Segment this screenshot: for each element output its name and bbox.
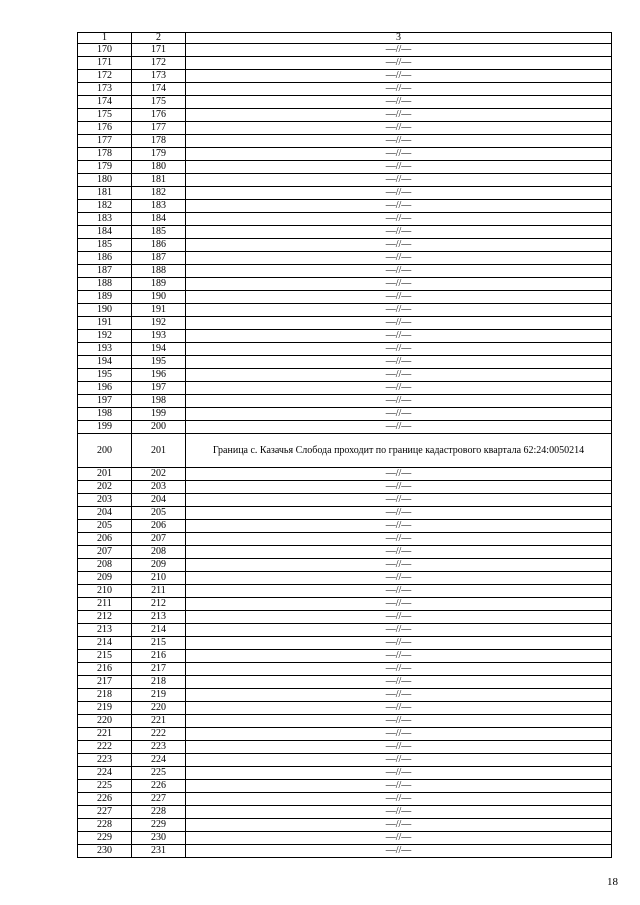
point-to-cell: 215: [132, 637, 186, 650]
table-row: [78, 135, 612, 148]
point-from-cell: 172: [78, 70, 132, 83]
table-row: [78, 741, 612, 754]
table-row: [78, 148, 612, 161]
point-to-cell: 217: [132, 663, 186, 676]
boundary-points-table: [77, 32, 612, 858]
description-cell: —//—: [186, 468, 612, 481]
table-row: [78, 265, 612, 278]
table-row: [78, 174, 612, 187]
table-row: [78, 780, 612, 793]
table-row: [78, 291, 612, 304]
description-cell: —//—: [186, 663, 612, 676]
table-row: [78, 468, 612, 481]
table-row: [78, 395, 612, 408]
point-to-cell: 224: [132, 754, 186, 767]
point-from-cell: 187: [78, 265, 132, 278]
description-cell: —//—: [186, 507, 612, 520]
table-row: [78, 356, 612, 369]
point-to-cell: 203: [132, 481, 186, 494]
table-row: [78, 494, 612, 507]
point-to-cell: 231: [132, 845, 186, 858]
point-to-cell: 202: [132, 468, 186, 481]
point-from-cell: 190: [78, 304, 132, 317]
point-to-cell: 207: [132, 533, 186, 546]
description-cell: —//—: [186, 70, 612, 83]
description-cell: —//—: [186, 369, 612, 382]
point-from-cell: 214: [78, 637, 132, 650]
page-number: 18: [607, 876, 618, 888]
description-cell: —//—: [186, 83, 612, 96]
point-from-cell: 174: [78, 96, 132, 109]
point-to-cell: 227: [132, 793, 186, 806]
point-to-cell: 201: [132, 434, 186, 468]
point-from-cell: 189: [78, 291, 132, 304]
point-from-cell: 215: [78, 650, 132, 663]
point-from-cell: 183: [78, 213, 132, 226]
table-row: [78, 278, 612, 291]
point-to-cell: 212: [132, 598, 186, 611]
point-from-cell: 179: [78, 161, 132, 174]
description-cell: —//—: [186, 200, 612, 213]
point-to-cell: 221: [132, 715, 186, 728]
point-from-cell: 181: [78, 187, 132, 200]
table-row: [78, 689, 612, 702]
description-cell: —//—: [186, 278, 612, 291]
description-cell: —//—: [186, 382, 612, 395]
point-from-cell: 198: [78, 408, 132, 421]
description-cell: —//—: [186, 494, 612, 507]
point-to-cell: 180: [132, 161, 186, 174]
description-cell: —//—: [186, 637, 612, 650]
point-from-cell: 197: [78, 395, 132, 408]
table-body: [78, 44, 612, 858]
table-row: [78, 637, 612, 650]
description-cell: —//—: [186, 598, 612, 611]
point-to-cell: 195: [132, 356, 186, 369]
table-header-row: [78, 33, 612, 44]
point-to-cell: 177: [132, 122, 186, 135]
table-row: [78, 382, 612, 395]
point-from-cell: 177: [78, 135, 132, 148]
table-row: [78, 187, 612, 200]
point-from-cell: 191: [78, 317, 132, 330]
description-cell: —//—: [186, 559, 612, 572]
description-cell: —//—: [186, 304, 612, 317]
point-from-cell: 226: [78, 793, 132, 806]
description-cell: —//—: [186, 832, 612, 845]
description-cell: —//—: [186, 148, 612, 161]
table-row: [78, 44, 612, 57]
table-row: [78, 715, 612, 728]
table-row: [78, 845, 612, 858]
table-row: [78, 481, 612, 494]
description-cell: —//—: [186, 96, 612, 109]
table-row: [78, 624, 612, 637]
table-row: [78, 546, 612, 559]
point-to-cell: 197: [132, 382, 186, 395]
point-to-cell: 188: [132, 265, 186, 278]
point-from-cell: 230: [78, 845, 132, 858]
point-to-cell: 182: [132, 187, 186, 200]
point-from-cell: 199: [78, 421, 132, 434]
point-from-cell: 224: [78, 767, 132, 780]
point-from-cell: 227: [78, 806, 132, 819]
point-from-cell: 218: [78, 689, 132, 702]
table-row: [78, 793, 612, 806]
point-to-cell: 225: [132, 767, 186, 780]
description-cell: —//—: [186, 793, 612, 806]
description-cell: —//—: [186, 57, 612, 70]
description-cell: —//—: [186, 806, 612, 819]
table-row: [78, 109, 612, 122]
point-to-cell: 209: [132, 559, 186, 572]
point-to-cell: 194: [132, 343, 186, 356]
point-to-cell: 219: [132, 689, 186, 702]
column-header-2: 2: [132, 33, 186, 44]
point-from-cell: 170: [78, 44, 132, 57]
table-row: [78, 304, 612, 317]
point-to-cell: 205: [132, 507, 186, 520]
table-row: [78, 83, 612, 96]
description-cell: —//—: [186, 317, 612, 330]
point-to-cell: 208: [132, 546, 186, 559]
point-to-cell: 186: [132, 239, 186, 252]
description-cell: —//—: [186, 122, 612, 135]
point-to-cell: 228: [132, 806, 186, 819]
point-from-cell: 185: [78, 239, 132, 252]
table-row: [78, 408, 612, 421]
description-cell: —//—: [186, 689, 612, 702]
point-from-cell: 221: [78, 728, 132, 741]
point-from-cell: 193: [78, 343, 132, 356]
table-row: [78, 421, 612, 434]
point-from-cell: 209: [78, 572, 132, 585]
point-to-cell: 179: [132, 148, 186, 161]
point-to-cell: 220: [132, 702, 186, 715]
description-cell: —//—: [186, 226, 612, 239]
description-cell: —//—: [186, 330, 612, 343]
point-to-cell: 173: [132, 70, 186, 83]
table-row: [78, 533, 612, 546]
table-row: [78, 572, 612, 585]
point-from-cell: 222: [78, 741, 132, 754]
description-cell: —//—: [186, 421, 612, 434]
point-from-cell: 213: [78, 624, 132, 637]
point-to-cell: 181: [132, 174, 186, 187]
point-from-cell: 178: [78, 148, 132, 161]
description-cell: —//—: [186, 650, 612, 663]
point-to-cell: 171: [132, 44, 186, 57]
description-cell: —//—: [186, 728, 612, 741]
column-header-1: 1: [78, 33, 132, 44]
table-row: [78, 96, 612, 109]
description-cell: —//—: [186, 585, 612, 598]
description-cell: —//—: [186, 291, 612, 304]
point-from-cell: 196: [78, 382, 132, 395]
description-cell: —//—: [186, 702, 612, 715]
description-cell: —//—: [186, 252, 612, 265]
description-cell: —//—: [186, 572, 612, 585]
table-row: [78, 728, 612, 741]
description-cell: —//—: [186, 741, 612, 754]
description-cell: —//—: [186, 533, 612, 546]
point-from-cell: 208: [78, 559, 132, 572]
point-from-cell: 229: [78, 832, 132, 845]
point-from-cell: 210: [78, 585, 132, 598]
point-to-cell: 172: [132, 57, 186, 70]
point-to-cell: 214: [132, 624, 186, 637]
point-to-cell: 184: [132, 213, 186, 226]
point-to-cell: 190: [132, 291, 186, 304]
point-from-cell: 182: [78, 200, 132, 213]
point-to-cell: 222: [132, 728, 186, 741]
point-to-cell: 196: [132, 369, 186, 382]
table-row: [78, 330, 612, 343]
point-from-cell: 202: [78, 481, 132, 494]
description-cell: —//—: [186, 754, 612, 767]
point-from-cell: 201: [78, 468, 132, 481]
table-row: [78, 806, 612, 819]
description-cell: —//—: [186, 481, 612, 494]
point-to-cell: 175: [132, 96, 186, 109]
description-cell: —//—: [186, 213, 612, 226]
description-cell: Граница с. Казачья Слобода проходит по границе кадастрового квартала 62:24:0050214: [186, 434, 612, 468]
table-row: [78, 239, 612, 252]
point-to-cell: 210: [132, 572, 186, 585]
point-from-cell: 200: [78, 434, 132, 468]
point-to-cell: 223: [132, 741, 186, 754]
point-from-cell: 194: [78, 356, 132, 369]
description-cell: —//—: [186, 624, 612, 637]
table-row: [78, 598, 612, 611]
description-cell: —//—: [186, 395, 612, 408]
description-cell: —//—: [186, 676, 612, 689]
table-row: [78, 650, 612, 663]
description-cell: —//—: [186, 780, 612, 793]
table-row: [78, 434, 612, 468]
table-row: [78, 754, 612, 767]
point-from-cell: 228: [78, 819, 132, 832]
point-from-cell: 180: [78, 174, 132, 187]
point-from-cell: 184: [78, 226, 132, 239]
point-to-cell: 213: [132, 611, 186, 624]
table-row: [78, 57, 612, 70]
description-cell: —//—: [186, 408, 612, 421]
column-header-3: 3: [186, 33, 612, 44]
point-from-cell: 188: [78, 278, 132, 291]
point-to-cell: 229: [132, 819, 186, 832]
table-row: [78, 122, 612, 135]
table-row: [78, 343, 612, 356]
point-from-cell: 192: [78, 330, 132, 343]
description-cell: —//—: [186, 135, 612, 148]
description-cell: —//—: [186, 845, 612, 858]
description-cell: —//—: [186, 174, 612, 187]
point-to-cell: 193: [132, 330, 186, 343]
point-to-cell: 176: [132, 109, 186, 122]
description-cell: —//—: [186, 187, 612, 200]
point-to-cell: 187: [132, 252, 186, 265]
table-row: [78, 161, 612, 174]
point-to-cell: 206: [132, 520, 186, 533]
point-from-cell: 219: [78, 702, 132, 715]
description-cell: —//—: [186, 611, 612, 624]
description-cell: —//—: [186, 161, 612, 174]
point-from-cell: 204: [78, 507, 132, 520]
point-from-cell: 216: [78, 663, 132, 676]
table-row: [78, 559, 612, 572]
point-from-cell: 223: [78, 754, 132, 767]
point-to-cell: 178: [132, 135, 186, 148]
point-to-cell: 183: [132, 200, 186, 213]
table-row: [78, 369, 612, 382]
table-row: [78, 585, 612, 598]
point-from-cell: 207: [78, 546, 132, 559]
description-cell: —//—: [186, 239, 612, 252]
table-row: [78, 70, 612, 83]
point-to-cell: 204: [132, 494, 186, 507]
point-to-cell: 191: [132, 304, 186, 317]
point-to-cell: 198: [132, 395, 186, 408]
description-cell: —//—: [186, 546, 612, 559]
table-row: [78, 767, 612, 780]
point-from-cell: 205: [78, 520, 132, 533]
point-from-cell: 225: [78, 780, 132, 793]
point-to-cell: 230: [132, 832, 186, 845]
point-from-cell: 206: [78, 533, 132, 546]
description-cell: —//—: [186, 265, 612, 278]
table-row: [78, 663, 612, 676]
point-from-cell: 217: [78, 676, 132, 689]
point-to-cell: 216: [132, 650, 186, 663]
point-from-cell: 195: [78, 369, 132, 382]
point-to-cell: 200: [132, 421, 186, 434]
point-from-cell: 211: [78, 598, 132, 611]
description-cell: —//—: [186, 767, 612, 780]
point-to-cell: 226: [132, 780, 186, 793]
point-from-cell: 171: [78, 57, 132, 70]
table-row: [78, 226, 612, 239]
table-row: [78, 819, 612, 832]
description-cell: —//—: [186, 109, 612, 122]
table-row: [78, 832, 612, 845]
table-row: [78, 213, 612, 226]
point-from-cell: 175: [78, 109, 132, 122]
table-row: [78, 676, 612, 689]
description-cell: —//—: [186, 356, 612, 369]
point-from-cell: 176: [78, 122, 132, 135]
point-from-cell: 186: [78, 252, 132, 265]
point-from-cell: 173: [78, 83, 132, 96]
description-cell: —//—: [186, 44, 612, 57]
table-row: [78, 611, 612, 624]
point-from-cell: 203: [78, 494, 132, 507]
description-cell: —//—: [186, 343, 612, 356]
point-to-cell: 192: [132, 317, 186, 330]
table-row: [78, 520, 612, 533]
point-to-cell: 185: [132, 226, 186, 239]
point-to-cell: 211: [132, 585, 186, 598]
point-to-cell: 218: [132, 676, 186, 689]
point-from-cell: 220: [78, 715, 132, 728]
point-to-cell: 189: [132, 278, 186, 291]
description-cell: —//—: [186, 819, 612, 832]
description-cell: —//—: [186, 715, 612, 728]
description-cell: —//—: [186, 520, 612, 533]
table-row: [78, 507, 612, 520]
point-to-cell: 199: [132, 408, 186, 421]
table-row: [78, 317, 612, 330]
point-from-cell: 212: [78, 611, 132, 624]
table-row: [78, 200, 612, 213]
point-to-cell: 174: [132, 83, 186, 96]
table-row: [78, 252, 612, 265]
table-row: [78, 702, 612, 715]
